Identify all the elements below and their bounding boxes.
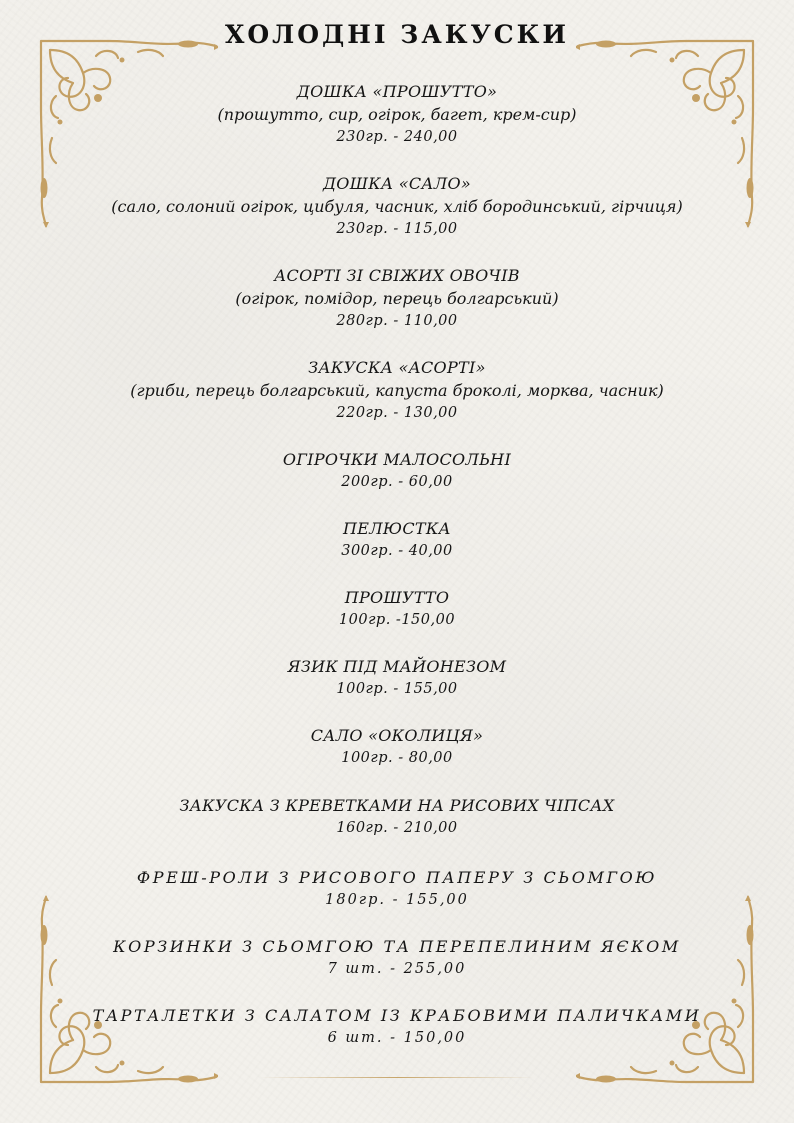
page-title: ХОЛОДНІ ЗАКУСКИ (225, 20, 569, 49)
menu-item-name: ЗАКУСКА «АСОРТІ» (308, 358, 486, 377)
menu-item-price: 300гр. - 40,00 (341, 543, 453, 559)
menu-item-price: 180гр. - 155,00 (325, 892, 469, 908)
menu-item-name: ТАРТАЛЕТКИ З САЛАТОМ ІЗ КРАБОВИМИ ПАЛИЧКАМИ (92, 1006, 702, 1025)
menu-item-name: ПРОШУТТО (344, 588, 450, 607)
menu-item-name: ДОШКА «ПРОШУТТО» (296, 82, 498, 101)
menu-item (0, 724, 794, 770)
menu-item-description: (сало, солоний огірок, цибуля, часник, хліб бородинський, гірчиця) (111, 197, 683, 216)
menu-item (0, 448, 794, 494)
menu-item (0, 264, 794, 333)
menu-item-price: 220гр. - 130,00 (336, 405, 458, 421)
menu-item (0, 80, 794, 149)
menu-item-description: (огірок, помідор, перець болгарський) (235, 289, 559, 308)
menu-item-name: САЛО «ОКОЛИЦЯ» (310, 726, 484, 745)
menu-item-price: 100гр. -150,00 (338, 612, 456, 628)
menu-item (0, 586, 794, 632)
menu-item (0, 172, 794, 241)
menu-item (0, 866, 794, 912)
menu-item (0, 935, 794, 981)
menu-item-price: 280гр. - 110,00 (336, 313, 458, 329)
menu-item-name: ПЕЛЮСТКА (343, 519, 451, 538)
menu-item-price: 7 шт. - 255,00 (327, 961, 467, 977)
menu-item-price: 230гр. - 240,00 (336, 129, 458, 145)
menu-item-price: 100гр. - 80,00 (341, 750, 453, 766)
menu-item-name: ОГІРОЧКИ МАЛОСОЛЬНІ (282, 450, 512, 469)
menu-item-description: (прошутто, сир, огірок, багет, крем-сир) (217, 105, 577, 124)
menu-item-price: 200гр. - 60,00 (341, 474, 453, 490)
menu-item (0, 794, 794, 840)
menu-item-price: 6 шт. - 150,00 (327, 1030, 467, 1046)
menu-item-name: ФРЕШ-РОЛИ З РИСОВОГО ПАПЕРУ З СЬОМГОЮ (136, 868, 658, 887)
menu-item-name: ЗАКУСКА З КРЕВЕТКАМИ НА РИСОВИХ ЧІПСАХ (179, 796, 615, 815)
menu-item (0, 1004, 794, 1050)
menu-item-name: АСОРТІ ЗІ СВІЖИХ ОВОЧІВ (274, 266, 520, 285)
menu-item-price: 160гр. - 210,00 (336, 820, 458, 836)
menu-item-name: ЯЗИК ПІД МАЙОНЕЗОМ (287, 657, 507, 676)
menu-item-description: (гриби, перець болгарський, капуста броколі, морква, часник) (130, 381, 664, 400)
menu-item (0, 655, 794, 701)
menu-item (0, 356, 794, 425)
menu-item-name: КОРЗИНКИ З СЬОМГОЮ ТА ПЕРЕПЕЛИНИМ ЯЄКОМ (113, 937, 681, 956)
menu-item-price: 230гр. - 115,00 (336, 221, 458, 237)
menu-item-price: 100гр. - 155,00 (336, 681, 458, 697)
menu-item-name: ДОШКА «САЛО» (323, 174, 471, 193)
menu-item (0, 517, 794, 563)
